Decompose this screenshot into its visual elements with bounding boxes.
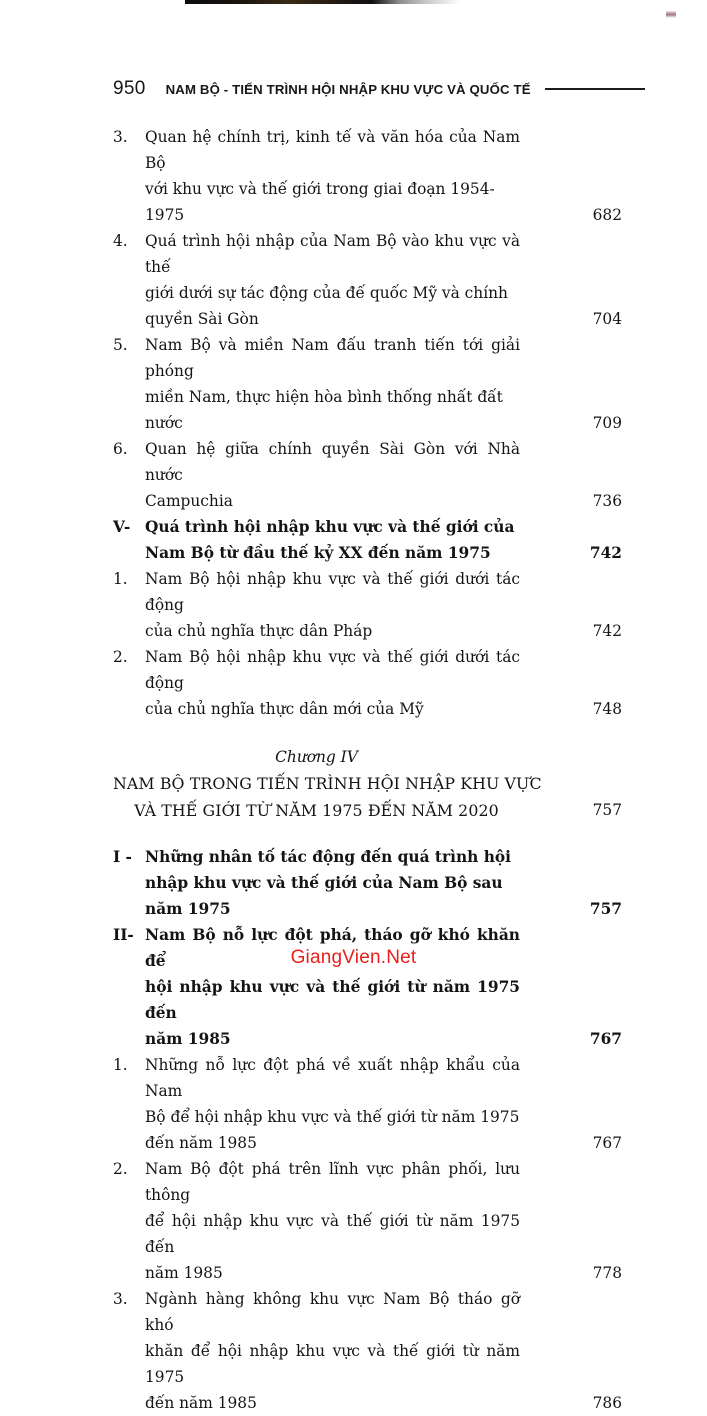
running-head-rule xyxy=(545,88,645,90)
toc-entry-title-line: Quan hệ giữa chính quyền Sài Gòn với Nhà nước xyxy=(145,440,520,484)
toc-entry-title-line: Nam Bộ đột phá trên lĩnh vực phân phối, lưu thông xyxy=(145,1160,520,1204)
toc-entry-title xyxy=(145,332,520,436)
toc-entry-title-line: Quan hệ chính trị, kinh tế và văn hóa của Nam Bộ xyxy=(145,128,520,172)
toc-entry-title xyxy=(145,124,520,228)
toc-entry[interactable] xyxy=(0,228,707,332)
toc-entry-number: 3. xyxy=(113,1290,128,1308)
toc-entry-title-line: của chủ nghĩa thực dân mới của Mỹ xyxy=(145,700,424,718)
toc-entry-title xyxy=(145,1052,520,1156)
toc-entry-title xyxy=(145,514,520,566)
toc-entry-title-line: miền Nam, thực hiện hòa bình thống nhất đất nước xyxy=(145,388,503,432)
toc-entry-page-number: 709 xyxy=(592,414,622,432)
toc-entry-title-line: Quá trình hội nhập khu vực và thế giới của xyxy=(145,518,515,536)
toc-entry-title-line: Nam Bộ hội nhập khu vực và thế giới dưới tác động xyxy=(145,648,520,692)
toc-entry-page-number: 767 xyxy=(589,1030,622,1048)
chapter-title-line-2: VÀ THẾ GIỚI TỪ NĂM 1975 ĐẾN NĂM 2020 xyxy=(134,801,499,820)
toc-entry-title-line: để hội nhập khu vực và thế giới từ năm 1975 đến xyxy=(145,1212,520,1256)
table-of-contents xyxy=(0,124,707,1416)
spacer xyxy=(0,824,707,844)
toc-entry-title-line: Nam Bộ hội nhập khu vực và thế giới dưới tác động xyxy=(145,570,520,614)
toc-entry-title xyxy=(145,228,520,332)
toc-entry[interactable] xyxy=(0,436,707,514)
toc-entry-group-after-chapter xyxy=(0,844,707,1416)
toc-entry-number: 2. xyxy=(113,1160,128,1178)
toc-entry-title-line: Bộ để hội nhập khu vực và thế giới từ năm 1975 xyxy=(145,1108,520,1126)
toc-entry-title-line: Những nỗ lực đột phá về xuất nhập khẩu của Nam xyxy=(145,1056,520,1100)
toc-entry[interactable] xyxy=(0,124,707,228)
toc-entry-title xyxy=(145,922,520,1052)
toc-entry[interactable] xyxy=(0,332,707,436)
toc-entry-title-line: năm 1975 xyxy=(145,900,231,918)
toc-entry-title-line: nhập khu vực và thế giới của Nam Bộ sau xyxy=(145,874,503,892)
chapter-heading-texts xyxy=(113,744,542,824)
toc-entry-page-number: 748 xyxy=(592,700,622,718)
toc-entry-page-number: 682 xyxy=(592,206,622,224)
toc-entry-page-number: 742 xyxy=(592,622,622,640)
toc-entry[interactable] xyxy=(0,1156,707,1286)
toc-entry-title-line: quyền Sài Gòn xyxy=(145,310,259,328)
toc-entry-title-line: Campuchia xyxy=(145,492,233,510)
toc-entry-title-line: Nam Bộ nỗ lực đột phá, tháo gỡ khó khăn để xyxy=(145,926,520,970)
toc-entry-title-line: Ngành hàng không khu vực Nam Bộ tháo gỡ khó xyxy=(145,1290,520,1334)
scan-artifact-speck xyxy=(666,11,676,18)
toc-entry-title-line: đến năm 1985 xyxy=(145,1394,257,1412)
toc-entry-number: 6. xyxy=(113,440,128,458)
chapter-title-line-1: NAM BỘ TRONG TIẾN TRÌNH HỘI NHẬP KHU VỰC xyxy=(113,774,542,793)
toc-entry-title-line: khăn để hội nhập khu vực và thế giới từ năm 1975 xyxy=(145,1342,520,1386)
toc-entry-page-number: 778 xyxy=(592,1264,622,1282)
toc-entry-title-line: Những nhân tố tác động đến quá trình hội xyxy=(145,848,512,866)
toc-entry-number: 4. xyxy=(113,232,128,250)
toc-entry-title xyxy=(145,644,520,722)
toc-entry-title-line: hội nhập khu vực và thế giới từ năm 1975 đến xyxy=(145,978,520,1022)
toc-entry[interactable] xyxy=(0,1052,707,1156)
toc-entry[interactable] xyxy=(0,844,707,922)
toc-entry-page-number: 767 xyxy=(592,1134,622,1152)
toc-entry[interactable] xyxy=(0,1286,707,1416)
toc-entry-number: II- xyxy=(113,926,134,944)
toc-entry-title xyxy=(145,566,520,644)
page-folio: 950 xyxy=(113,78,146,99)
toc-entry[interactable] xyxy=(0,514,707,566)
toc-entry-title xyxy=(145,436,520,514)
toc-entry-number: 1. xyxy=(113,1056,128,1074)
toc-entry-number: 5. xyxy=(113,336,128,354)
toc-entry-title-line: Nam Bộ và miền Nam đấu tranh tiến tới giải phóng xyxy=(145,336,520,380)
toc-entry-title xyxy=(145,844,520,922)
toc-entry-page-number: 786 xyxy=(592,1394,622,1412)
toc-entry-title-line: đến năm 1985 xyxy=(145,1134,257,1152)
toc-entry-number: 2. xyxy=(113,648,128,666)
scan-artifact-top-band xyxy=(185,0,460,4)
toc-entry-title-line: của chủ nghĩa thực dân Pháp xyxy=(145,622,373,640)
toc-entry-number: I - xyxy=(113,848,132,866)
running-head-title: NAM BỘ - TIẾN TRÌNH HỘI NHẬP KHU VỰC VÀ QUỐC TẾ xyxy=(165,82,531,97)
toc-entry-page-number: 757 xyxy=(589,900,622,918)
toc-entry-number: 1. xyxy=(113,570,128,588)
toc-entry-page-number: 736 xyxy=(592,492,622,510)
chapter-label: Chương IV xyxy=(275,748,358,766)
toc-entry-page-number: 704 xyxy=(592,310,622,328)
toc-entry-page-number: 742 xyxy=(589,544,622,562)
toc-entry-title xyxy=(145,1156,520,1286)
toc-entry[interactable] xyxy=(0,922,707,1052)
toc-entry-number: V- xyxy=(113,518,131,536)
toc-entry-title xyxy=(145,1286,520,1416)
toc-entry-number: 3. xyxy=(113,128,128,146)
toc-entry-title-line: năm 1985 xyxy=(145,1030,231,1048)
chapter-page-number: 757 xyxy=(592,801,622,819)
toc-entry[interactable] xyxy=(0,644,707,722)
toc-entry-title-line: năm 1985 xyxy=(145,1264,223,1282)
toc-entry-title-line: giới dưới sự tác động của đế quốc Mỹ và chính xyxy=(145,284,508,302)
toc-entry[interactable] xyxy=(0,566,707,644)
watermark: GiangVien.Net xyxy=(290,947,417,968)
toc-entry-group-before-chapter xyxy=(0,124,707,722)
toc-entry-title-line: Nam Bộ từ đầu thế kỷ XX đến năm 1975 xyxy=(145,544,491,562)
running-head xyxy=(113,78,613,102)
chapter-heading xyxy=(0,744,707,824)
toc-entry-title-line: Quá trình hội nhập của Nam Bộ vào khu vực và thế xyxy=(145,232,520,276)
toc-entry-title-line: với khu vực và thế giới trong giai đoạn 1954-1975 xyxy=(145,180,495,224)
